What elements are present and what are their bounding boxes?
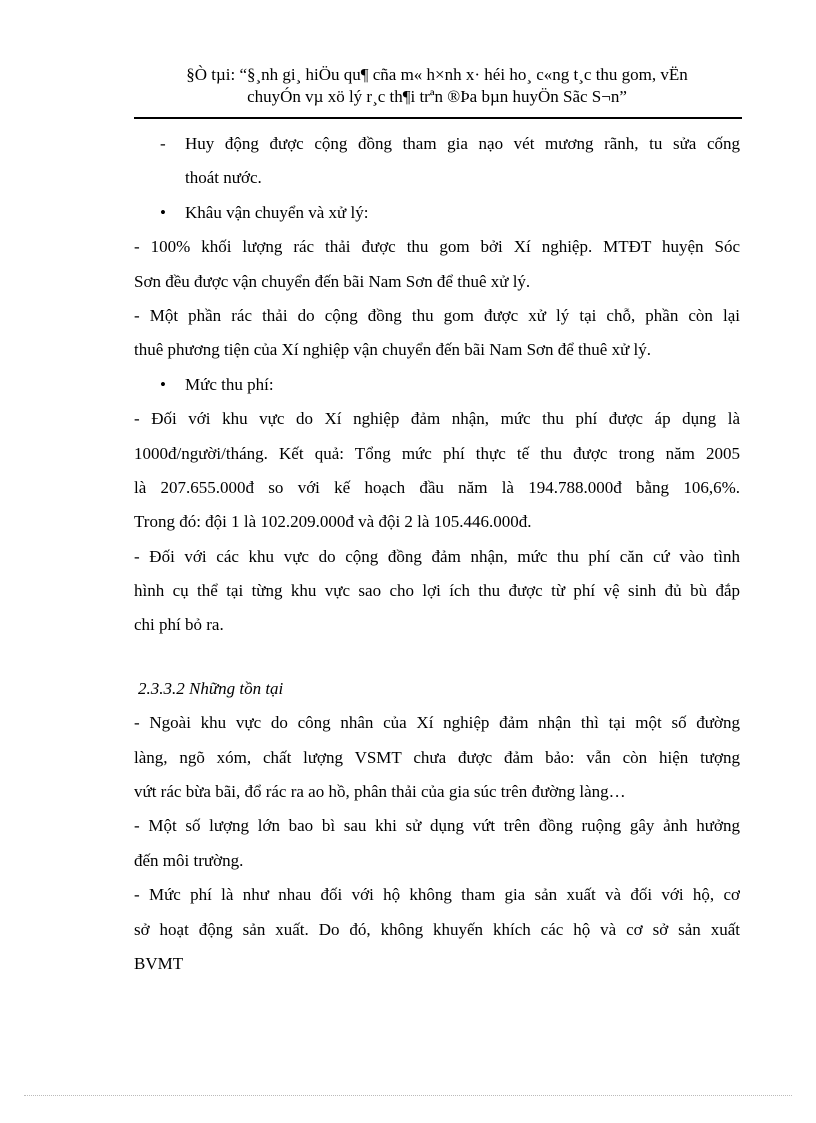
text-line: [134, 471, 740, 505]
text-line: [134, 913, 740, 947]
line-text: thoát nước.: [185, 168, 262, 188]
line-text: Mức thu phí:: [185, 374, 274, 394]
text-line: [134, 775, 740, 809]
line-text: sở hoạt động sản xuất. Do đó, không khuyến khích các hộ và cơ sở sản xuất: [134, 919, 740, 939]
text-line: [134, 368, 740, 402]
line-text: - Mức phí là như nhau đối với hộ không tham gia sản xuất và đối với hộ, cơ: [134, 885, 740, 905]
text-line: [134, 741, 740, 775]
line-text: - Đối với khu vực do Xí nghiệp đảm nhận, mức thu phí được áp dụng là: [134, 409, 740, 429]
text-line: [134, 127, 740, 161]
header-title-line-1: §Ò tµi: “§¸nh gi¸ hiÖu qu¶ cña m« h×nh x· héi ho¸ c«ng t¸c thu gom, vËn: [186, 65, 688, 84]
line-text: Sơn đều được vận chuyển đến bãi Nam Sơn để thuê xử lý.: [134, 271, 531, 291]
header-rule: [134, 117, 742, 119]
line-text: - Một phần rác thải do cộng đồng thu gom được xử lý tại chỗ, phần còn lại: [134, 305, 740, 325]
bullet-icon: •: [160, 202, 166, 222]
line-text: 1000đ/người/tháng. Kết quả: Tổng mức phí thực tế thu được trong năm 2005: [134, 443, 740, 463]
text-line: [134, 706, 740, 740]
text-line: [134, 844, 740, 878]
line-text: làng, ngõ xóm, chất lượng VSMT chưa được đảm bảo: vẫn còn hiện tượng: [134, 747, 740, 767]
line-text: hình cụ thể tại từng khu vực sao cho lợi ích thu được từ phí vệ sinh đủ bù đắp: [134, 581, 740, 601]
line-text: đến môi trường.: [134, 850, 244, 870]
text-line: [134, 809, 740, 843]
line-text: Khâu vận chuyển và xử lý:: [185, 202, 369, 222]
text-line: [134, 265, 740, 299]
line-text: - 100% khối lượng rác thải được thu gom bởi Xí nghiệp. MTĐT huyện Sóc: [134, 237, 740, 257]
text-line: [134, 161, 740, 195]
document-body: [134, 127, 740, 981]
bullet-icon: •: [160, 374, 166, 394]
line-text: Huy động được cộng đồng tham gia nạo vét mương rãnh, tu sửa cống: [185, 134, 740, 153]
line-text: Trong đó: đội 1 là 102.209.000đ và đội 2 là 105.446.000đ.: [134, 512, 532, 532]
line-text: - Đối với các khu vực do cộng đồng đảm nhận, mức thu phí căn cứ vào tình: [134, 546, 740, 566]
page-header: [134, 64, 740, 108]
text-line: [134, 299, 740, 333]
line-text: - Một số lượng lớn bao bì sau khi sử dụng vứt trên đồng ruộng gây ảnh hưởng: [134, 816, 740, 836]
line-text: vứt rác bừa bãi, đổ rác ra ao hồ, phân thải của gia súc trên đường làng…: [134, 782, 626, 802]
text-line: [134, 608, 740, 642]
text-line: [134, 196, 740, 230]
text-line: [134, 540, 740, 574]
section-heading: [134, 672, 740, 706]
text-line: [134, 437, 740, 471]
line-text: 2.3.3.2 Những tồn tại: [138, 678, 284, 698]
line-text: thuê phương tiện của Xí nghiệp vận chuyển đến bãi Nam Sơn để thuê xử lý.: [134, 340, 652, 360]
blank-line: [134, 643, 740, 672]
text-line: [134, 947, 740, 981]
line-text: là 207.655.000đ so với kế hoạch đầu năm là 194.788.000đ bằng 106,6%.: [134, 477, 740, 497]
page-bottom-border: [24, 1095, 792, 1096]
text-line: [134, 402, 740, 436]
dash-marker: -: [160, 134, 166, 153]
line-text: - Ngoài khu vực do công nhân của Xí nghiệp đảm nhận thì tại một số đường: [134, 713, 740, 733]
text-line: [134, 505, 740, 539]
line-text: chi phí bỏ ra.: [134, 615, 224, 635]
text-line: [134, 878, 740, 912]
text-line: [134, 230, 740, 264]
text-line: [134, 574, 740, 608]
text-line: [134, 333, 740, 367]
line-text: BVMT: [134, 953, 184, 973]
header-title-line-2: chuyÓn vµ xö lý r¸c th¶i trªn ®Þa bµn huyÖn Sãc S¬n”: [247, 87, 627, 106]
